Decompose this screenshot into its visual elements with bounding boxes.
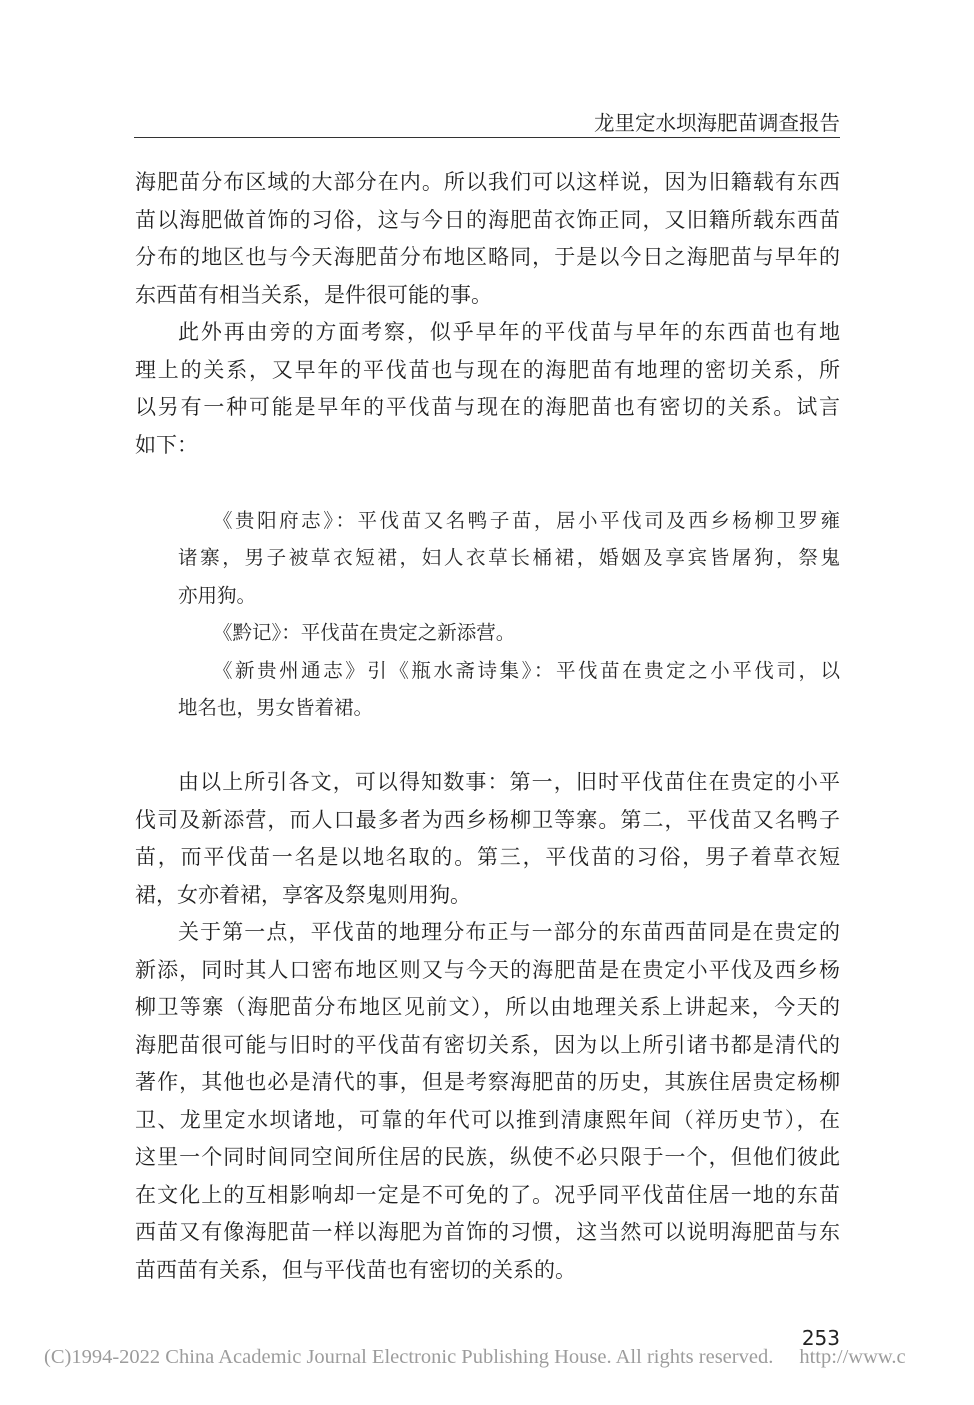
- text-line: 伐司及新添营，而人口最多者为西乡杨柳卫等寨。第二，平伐苗又名鸭子: [135, 807, 840, 832]
- text-line: 苗，而平伐苗一名是以地名取的。第三，平伐苗的习俗，男子着草衣短: [135, 845, 840, 869]
- quote-3: [178, 652, 840, 727]
- text-line: 东西苗有相当关系，是件很可能的事。: [135, 282, 492, 307]
- text-line: 柳卫等寨（海肥苗分布地区见前文），所以由地理关系上讲起来，今天的: [135, 995, 840, 1019]
- text-line: 在文化上的互相影响却一定是不可免的了。况乎同平伐苗住居一地的东苗: [135, 1182, 840, 1207]
- text-line: 由以上所引各文，可以得知数事：第一，旧时平伐苗住在贵定的小平: [178, 770, 840, 794]
- page-body: [135, 164, 840, 1289]
- quote-line: 《贵阳府志》：平伐苗又名鸭子苗，居小平伐司及西乡杨柳卫罗雍: [213, 508, 840, 532]
- quote-1: [178, 502, 840, 615]
- text-line: 苗西苗有关系，但与平伐苗也有密切的关系的。: [135, 1257, 576, 1282]
- paragraph-4: [135, 914, 840, 1289]
- quote-line: 《黔记》：平伐苗在贵定之新添营。: [213, 621, 516, 644]
- text-line: 分布的地区也与今天海肥苗分布地区略同，于是以今日之海肥苗与早年的: [135, 245, 840, 269]
- text-line: 著作，其他也必是清代的事，但是考察海肥苗的历史，其族住居贵定杨柳: [135, 1070, 840, 1094]
- watermark-url: http://www.c: [799, 1346, 906, 1368]
- text-line: 关于第一点，平伐苗的地理分布正与一部分的东苗西苗同是在贵定的: [178, 920, 840, 944]
- text-line: 海肥苗很可能与旧时的平伐苗有密切关系，因为以上所引诸书都是清代的: [135, 1032, 840, 1057]
- text-line: 以另有一种可能是早年的平伐苗与现在的海肥苗也有密切的关系。试言: [135, 395, 840, 419]
- text-line: 如下：: [135, 432, 198, 457]
- quote-line: 《新贵州通志》引《瓶水斋诗集》：平伐苗在贵定之小平伐司，以: [213, 658, 840, 682]
- blank-spacer: [135, 464, 840, 502]
- copyright-watermark: [44, 1343, 906, 1371]
- paragraph-3: [135, 764, 840, 914]
- quote-2: [178, 614, 840, 652]
- quote-line: 亦用狗。: [178, 583, 257, 607]
- text-line: 理上的关系，又早年的平伐苗也与现在的海肥苗有地理的密切关系，所: [135, 357, 840, 382]
- header-rule: [134, 137, 840, 138]
- text-line: 裙，女亦着裙，享客及祭鬼则用狗。: [135, 882, 471, 907]
- copyright-text: (C)1994-2022 China Academic Journal Electronic Publishing House. All rights reserved.: [44, 1346, 774, 1368]
- block-quote: [178, 502, 840, 727]
- quote-line: 诸寨，男子被草衣短裙，妇人衣草长桶裙，婚姻及享宾皆屠狗，祭鬼: [178, 546, 840, 569]
- paragraph-1: [135, 164, 840, 314]
- text-line: 卫、龙里定水坝诸地，可靠的年代可以推到清康熙年间（祥历史节），在: [135, 1107, 840, 1132]
- blank-spacer: [135, 727, 840, 765]
- running-head-title: 龙里定水坝海肥苗调查报告: [594, 111, 840, 135]
- quote-line: 地名也，男女皆着裙。: [178, 696, 374, 719]
- page-number: 253: [801, 1326, 840, 1350]
- text-line: 这里一个同时间同空间所住居的民族，纵使不必只限于一个，但他们彼此: [135, 1145, 840, 1169]
- paragraph-2: [135, 314, 840, 464]
- text-line: 海肥苗分布区域的大部分在内。所以我们可以这样说，因为旧籍载有东西: [135, 170, 840, 194]
- text-line: 此外再由旁的方面考察，似乎早年的平伐苗与早年的东西苗也有地: [178, 320, 840, 344]
- text-line: 苗以海肥做首饰的习俗，这与今日的海肥苗衣饰正同，又旧籍所载东西苗: [135, 207, 840, 232]
- text-line: 新添，同时其人口密布地区则又与今天的海肥苗是在贵定小平伐及西乡杨: [135, 957, 840, 982]
- text-line: 西苗又有像海肥苗一样以海肥为首饰的习惯，这当然可以说明海肥苗与东: [135, 1220, 840, 1244]
